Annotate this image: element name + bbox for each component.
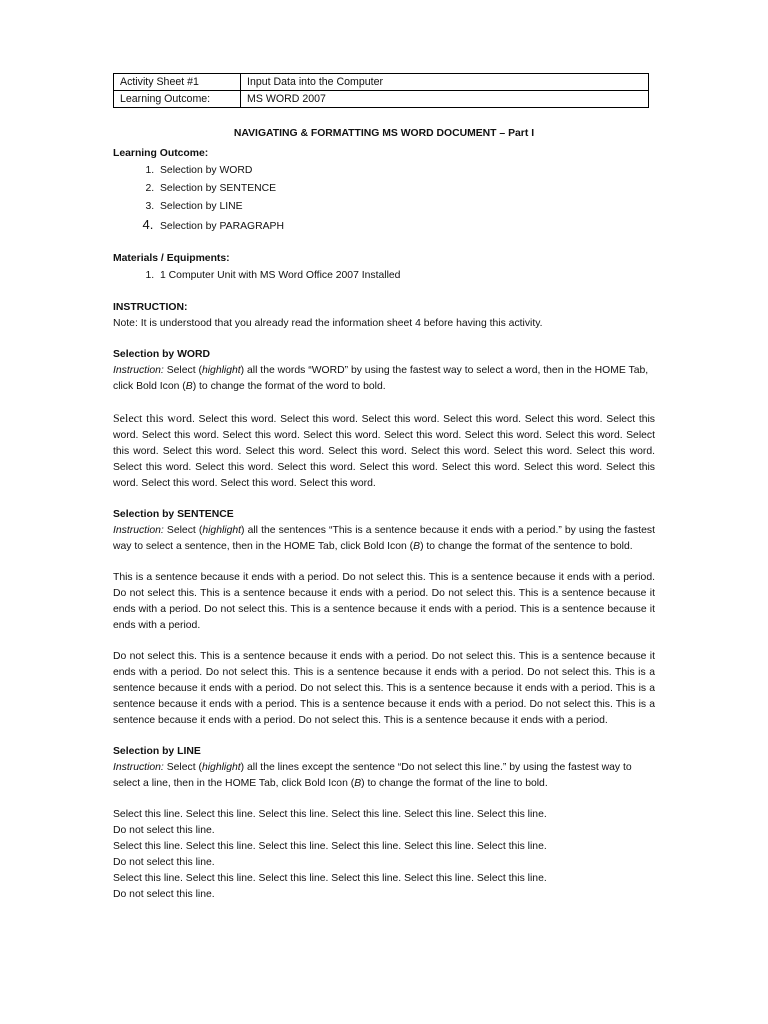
list-item: 4. Selection by PARAGRAPH (157, 216, 655, 236)
line-practice-block[interactable] (113, 807, 655, 903)
learning-outcome-label: Learning Outcome: (114, 91, 241, 108)
list-item: 1. Selection by WORD (157, 162, 655, 180)
practice-line[interactable]: Do not select this line. (113, 825, 215, 836)
header-table (113, 73, 649, 108)
activity-sheet-value: Input Data into the Computer (241, 74, 649, 91)
learning-outcome-heading: Learning Outcome: (113, 148, 209, 159)
word-section-instruction: Instruction: Select (highlight) all the words “WORD” by using the fastest way to select a word, then in the HOME Tab, click Bold Icon (B) to change the format of the word to bold. (113, 365, 649, 392)
instruction-heading: INSTRUCTION: (113, 302, 188, 313)
sentence-practice-paragraph-2[interactable]: Do not select this. This is a sentence because it ends with a period. Do not select this. This is a sentence because it ends with a period. Do not select this. This is a sentence because it ends with a period. Do not select this. This is a sentence because it ends with a period. Do not select this. This is a sentence because it ends with a period. This is a sentence because it ends with a period. This is a sentence because it ends with a period. Do not select this. This is a sentence because it ends with a period. Do not select this. This is a sentence because it ends with a period. (113, 651, 655, 726)
activity-sheet-label: Activity Sheet #1 (114, 74, 241, 91)
word-practice-paragraph[interactable]: Select this word. Select this word. Select this word. Select this word. Select this word. Select this word. Select this word. Select this word. Select this word. Select this word. Select this word. Select this word. Select this word. Select this word. Select this word. Select this word. Select this word. Select this word. Select this word. Select this word. Select this word. Select this word. Select this word. Select this word. Select this word. Select this word. Select this word. Select this word. Select this word. Select this word. (113, 411, 656, 489)
document-page (113, 73, 655, 903)
sentence-section-heading: Selection by SENTENCE (113, 509, 234, 520)
materials-heading: Materials / Equipments: (113, 253, 230, 264)
learning-outcome-list (113, 162, 655, 236)
table-row (114, 74, 649, 91)
document-title: NAVIGATING & FORMATTING MS WORD DOCUMENT – Part I (233, 128, 535, 139)
line-section-heading: Selection by LINE (113, 746, 201, 757)
list-item: 2. Selection by SENTENCE (157, 180, 655, 198)
practice-line[interactable]: Do not select this line. (113, 857, 215, 868)
materials-list (113, 267, 655, 285)
table-row (114, 91, 649, 108)
line-section-instruction: Instruction: Select (highlight) all the lines except the sentence “Do not select this line.” by using the fastest way to select a line, then in the HOME Tab, click Bold Icon (B) to change the format of the line to bold. (113, 762, 632, 789)
practice-line[interactable]: Do not select this line. (113, 889, 215, 900)
list-item: 3. Selection by LINE (157, 198, 655, 216)
instruction-note: Note: It is understood that you already read the information sheet 4 before having this activity. (113, 318, 543, 329)
word-section-heading: Selection by WORD (113, 349, 210, 360)
sentence-section-instruction: Instruction: Select (highlight) all the sentences “This is a sentence because it ends with a period.” by using the fastest way to select a sentence, then in the HOME Tab, click Bold Icon (B) to change the format of the sentence to bold. (113, 525, 655, 552)
practice-line[interactable]: Select this line. Select this line. Select this line. Select this line. Select this line. Select this line. (113, 841, 547, 852)
practice-line[interactable]: Select this line. Select this line. Select this line. Select this line. Select this line. Select this line. (113, 873, 547, 884)
practice-line[interactable]: Select this line. Select this line. Select this line. Select this line. Select this line. Select this line. (113, 809, 547, 820)
sentence-practice-paragraph-1[interactable]: This is a sentence because it ends with a period. Do not select this. This is a sentence because it ends with a period. Do not select this. This is a sentence because it ends with a period. Do not select this. This is a sentence because it ends with a period. Do not select this. This is a sentence because it ends with a period. This is a sentence because it ends with a period. (113, 572, 655, 631)
learning-outcome-value: MS WORD 2007 (241, 91, 649, 108)
list-item: 1. 1 Computer Unit with MS Word Office 2007 Installed (157, 267, 655, 285)
